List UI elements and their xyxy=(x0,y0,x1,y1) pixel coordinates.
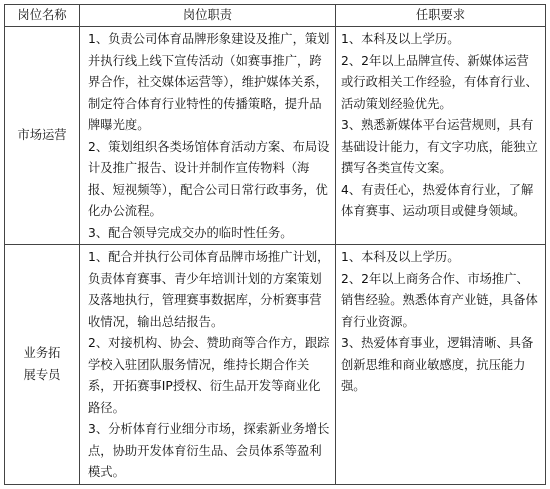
requirement-item: 1、本科及以上学历。 xyxy=(341,250,460,264)
position-name-line: 展专员 xyxy=(23,367,61,382)
header-duties: 岗位职责 xyxy=(80,5,336,27)
requirement-item: 4、有责任心，热爱体育行业，了解体育赛事、运动项目或健身领域。 xyxy=(341,182,534,218)
duty-item: 3、配合领导完成交办的临时性任务。 xyxy=(88,225,293,240)
job-table xyxy=(4,4,546,485)
header-row xyxy=(5,5,546,27)
requirement-item: 2、2年以上品牌宣传、新媒体运营或行政相关工作经验，有体育行业、活动策划经验优先。 xyxy=(341,53,538,111)
requirement-item: 2、2年以上商务合作、市场推广、销售经验。熟悉体育产业链，具备体育行业资源。 xyxy=(341,271,538,329)
position-cell xyxy=(5,27,80,245)
requirement-item: 3、热爱体育事业，逻辑清晰、具备创新思维和商业敏感度，抗压能力强。 xyxy=(341,336,534,393)
header-position: 岗位名称 xyxy=(5,5,80,27)
position-cell xyxy=(5,245,80,485)
requirements-cell xyxy=(336,245,546,485)
table-row-business xyxy=(5,245,546,485)
duty-item: 2、策划组织各类场馆体育活动方案、布局设计及推广报告、设计并制作宣传物料（海报、短视频等），配合公司日常行政事务，优化办公流程。 xyxy=(88,139,330,218)
requirements-cell xyxy=(336,27,546,245)
header-requirements: 任职要求 xyxy=(336,5,546,27)
position-name-line: 业务拓 xyxy=(23,346,61,360)
duty-item: 2、对接机构、协会、赞助商等合作方，跟踪学校入驻团队服务情况，维持长期合作关系，开拓赛事IP授权、衍生品开发等商业化路径。 xyxy=(88,336,330,415)
table-row-marketing xyxy=(5,27,546,245)
duty-item: 1、配合并执行公司体育品牌市场推广计划，负责体育赛事、青少年培训计划的方案策划及落地执行，管理赛事数据库，分析赛事营收情况，输出总结报告。 xyxy=(88,250,330,329)
requirement-item: 3、熟悉新媒体平台运营规则，具有基础设计能力，有文字功底，能独立撰写各类宣传文案。 xyxy=(341,118,538,175)
position-name: 市场运营 xyxy=(17,127,67,142)
requirement-item: 1、本科及以上学历。 xyxy=(341,32,460,46)
duty-item: 3、分析体育行业细分市场，探索新业务增长点，协助开发体育衍生品、会员体系等盈利模式。 xyxy=(88,422,330,479)
duty-item: 1、负责公司体育品牌形象建设及推广，策划并执行线上线下宣传活动（如赛事推广，跨界合作，社交媒体运营等），维护媒体关系，制定符合体育行业特性的传播策略，提升品牌曝光度。 xyxy=(88,32,330,132)
duties-cell xyxy=(80,245,336,485)
duties-cell xyxy=(80,27,336,245)
